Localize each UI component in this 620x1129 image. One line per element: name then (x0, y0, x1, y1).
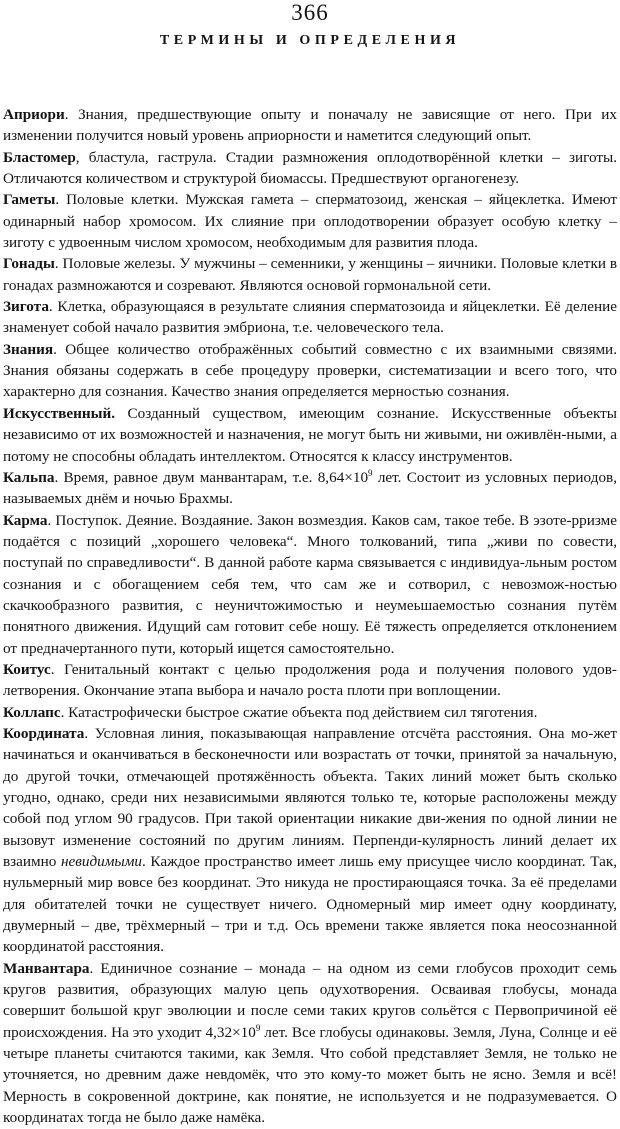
glossary-entry-karma (3, 510, 617, 659)
entry-term: Манвантара (3, 959, 90, 977)
entry-definition: Катастрофически быстрое сжатие объекта под действием сил тяготения. (64, 703, 538, 721)
entry-definition: бластула, гаструла. Стадии размножения оплодотворённой клетки – зиготы. Отличаются количеством и структурой биомассы. Предшествуют органогенезу. (3, 148, 617, 188)
entry-definition-start: Единичное сознание – монада – на одном из семи глобусов проходит семь кругов развития, образующих малую цепь одухотворения. Осваивая глобусы, монада совершит большой круг эволюции и после семи таких кругов сольётся с Первопричиной её происхождения. На это уходит 4,32×10 (3, 959, 617, 1041)
entry-term: Априори (3, 106, 65, 123)
running-title: ТЕРМИНЫ И ОПРЕДЕЛЕНИЯ (159, 33, 461, 48)
glossary-entry-znaniya (3, 339, 617, 403)
entry-definition-end: лет. Состоит из условных периодов, называемых днём и ночью Брахмы. (3, 468, 618, 508)
glossary-entry-gonady (3, 253, 617, 296)
entry-term: Кальпа (3, 468, 55, 486)
entry-term-separator: . (54, 468, 59, 486)
entry-term-separator: . (53, 340, 57, 358)
entry-term: Гонады (3, 255, 55, 273)
entry-term-separator: . (60, 703, 65, 721)
superscript-exponent: 9 (368, 467, 373, 478)
glossary-entry-zigota (3, 296, 617, 339)
glossary-entry-blastomer (3, 147, 617, 190)
entry-term-separator: . (54, 255, 59, 273)
glossary-entry-iskusstvennyi (3, 403, 617, 467)
entry-term-separator: . (64, 106, 69, 123)
glossary (3, 104, 617, 1129)
entry-term-separator: . (84, 724, 89, 742)
entry-definition: Половые железы. У мужчины – семенники, у женщины – яичники. Половые клетки в гонадах размножаются и созревают. Являются основой гормональной сети. (3, 255, 617, 294)
entry-term: Искусственный. (3, 404, 116, 422)
glossary-entry-koitus (3, 659, 617, 702)
entry-term: Коитус (3, 660, 51, 678)
entry-definition-start: Условная линия, показывающая направление отсчёта расстояния. Она мо-жет начинаться и оканчиваться в бесконечности или возрастать от точки, принятой за начальную, до другой точки, отмечающей протяжённость объекта. Таких линий может быть сколько угодно, однако, среди них независимыми являются только те, которые расположены между собой под углом 90 градусов. При такой ориентации никакие дви-жения по одной линии не вызовут изменение состояний по другим линиям. Перпенди-кулярность линий делает их взаимно (3, 724, 617, 871)
page-number: 366 (291, 0, 329, 25)
glossary-entry-koordinata (3, 723, 617, 958)
entry-definition: Клетка, образующаяся в результате слияния сперматозоида и яйцеклетки. Её деление знаменует собой начало развития эмбриона, т.е. человеческого тела. (3, 298, 617, 337)
entry-term: Координата (3, 724, 85, 742)
glossary-entry-kollaps (3, 702, 617, 723)
entry-term-separator: . (89, 959, 94, 977)
entry-term: Зигота (3, 298, 49, 316)
entry-term: Гаметы (3, 191, 56, 209)
entry-term: Коллапс (3, 703, 61, 721)
entry-definition: Поступок. Деяние. Воздаяние. Закон возмездия. Каков сам, такое тебе. В эзоте-рризме подаётся с позиций „хорошего человека“. Много толкований, типа „живи по совести, поступай по справедливости“. В данной работе карма связывается с индивидуа-льным ростом сознания и с обогащением себя тем, что сам же и сотворил, с невозмож-ностью скачкообразного развития, с неуничтожимостью и неумеьшаемостью сознания путём понятного движения. Идущий сам готовит себе ношу. Её тяжесть определяется отклонением от предначертанного пути, который ищется самостоятельно. (3, 511, 617, 657)
superscript-exponent: 9 (255, 1022, 261, 1033)
entry-term-separator: . (50, 660, 55, 678)
italic-word: невидимыми (60, 853, 142, 871)
entry-definition: Созданный существом, имеющим сознание. Искусственные объекты независимо от их возможностей и назначения, не могут быть ни живыми, ни оживлён-ными, а потому не способны обладать интеллектом. Относятся к классу инструментов. (3, 404, 617, 465)
glossary-entry-manvantara (3, 958, 617, 1129)
entry-term-separator: . (48, 298, 53, 316)
entry-definition-end: . Каждое пространство имеет лишь ему присущее число координат. Так, нульмерный мир вовсе без координат. Это никуда не простирающаяся точка. За её пределами для обитателей точки не существует ничего. Одномерный мир имеет одну координату, двумерный – две, трёхмерный – три и т.д. Ось времени также является пока неосознанной координатой расстояния. (3, 853, 618, 956)
entry-term-separator: , (75, 148, 80, 166)
entry-definition: Половые клетки. Мужская гамета – сперматозоид, женская – яйцеклетка. Имеют одинарный набор хромосом. Их слияние при оплодотворении образует особую клетку – зиготу с удвоенным числом хромосом, необходимым для развития плода. (3, 191, 617, 252)
entry-term-separator: . (47, 511, 52, 529)
entry-term: Карма (3, 511, 48, 529)
glossary-entry-gamety (3, 189, 617, 253)
entry-definition-start: Время, равное двум манвантарам, т.е. 8,64×10 (58, 468, 369, 486)
entry-definition: Генитальный контакт с целью продолжения рода и получения полового удов-летворения. Окончание этапа выбора и начало роста плоти при воплощении. (3, 660, 617, 700)
entry-term: Бластомер (3, 148, 76, 166)
entry-definition: Общее количество отображённых событий совместно с их взаимными связями. Знания обязаны содержать в себе процедуру проверки, систематизации и всего того, что характерно для сознания. Качество знания определяется мерностью сознания. (3, 340, 617, 401)
glossary-entry-apriori (3, 104, 617, 147)
entry-term: Знания (3, 340, 54, 358)
glossary-entry-kalpa (3, 467, 617, 510)
entry-term-separator: . (55, 191, 60, 209)
entry-definition-end: лет. Все глобусы одинаковы. Земля, Луна, Солнце и её четыре планеты считаются такими, как Земля. Что собой представляет Земля, не только не уточняется, но древним даже невдомёк, что это кому-то может быть не ясно. Земля и всё! Мерность в сокровенной доктрине, как понятие, не используется и не подразумевается. О координатах тогда не было даже намёка. (3, 1023, 617, 1127)
entry-definition: Знания, предшествующие опыту и поначалу не зависящие от него. При их изменении получится новый уровень априорности и наметится следующий опыт. (3, 106, 617, 145)
